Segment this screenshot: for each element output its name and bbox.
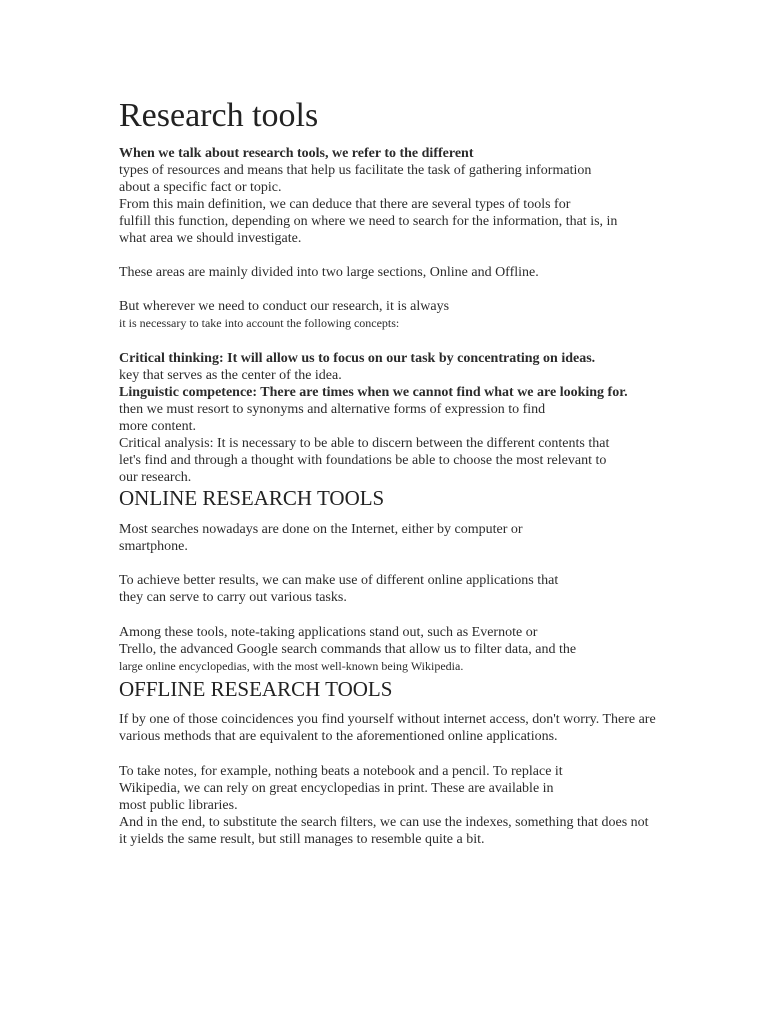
offline-line: it yields the same result, but still manages to resemble quite a bit. bbox=[119, 832, 485, 847]
intro-line: what area we should investigate. bbox=[119, 231, 302, 246]
intro-line: about a specific fact or topic. bbox=[119, 180, 282, 195]
concepts-intro-paragraph bbox=[119, 298, 449, 332]
areas-paragraph bbox=[119, 264, 539, 281]
page-title: Research tools bbox=[119, 97, 319, 134]
intro-line: From this main definition, we can deduce that there are several types of tools for bbox=[119, 197, 571, 212]
online-paragraph-2 bbox=[119, 572, 558, 606]
online-paragraph-3 bbox=[119, 624, 576, 675]
online-section-heading: ONLINE RESEARCH TOOLS bbox=[119, 486, 385, 510]
online-paragraph-1 bbox=[119, 521, 523, 555]
concept-line: Critical analysis: It is necessary to be able to discern between the different contents that bbox=[119, 436, 610, 451]
offline-line: various methods that are equivalent to the aforementioned online applications. bbox=[119, 729, 558, 744]
intro-line: When we talk about research tools, we refer to the different bbox=[119, 146, 474, 161]
concept-line: Linguistic competence: There are times when we cannot find what we are looking for. bbox=[119, 385, 628, 400]
online-line: Trello, the advanced Google search commands that allow us to filter data, and the bbox=[119, 642, 577, 657]
concept-line: our research. bbox=[119, 470, 192, 485]
offline-line: most public libraries. bbox=[119, 798, 238, 813]
online-line: large online encyclopedias, with the most well-known being Wikipedia. bbox=[119, 659, 464, 673]
offline-paragraph-2 bbox=[119, 763, 649, 848]
online-line: To achieve better results, we can make use of different online applications that bbox=[119, 573, 559, 588]
concepts-intro-line: it is necessary to take into account the following concepts: bbox=[119, 316, 400, 330]
offline-section-heading: OFFLINE RESEARCH TOOLS bbox=[119, 677, 393, 701]
offline-line: Wikipedia, we can rely on great encyclopedias in print. These are available in bbox=[119, 781, 554, 796]
online-line: Most searches nowadays are done on the Internet, either by computer or bbox=[119, 522, 523, 537]
offline-paragraph-1 bbox=[119, 711, 656, 745]
concepts-intro-line: But wherever we need to conduct our research, it is always bbox=[119, 299, 450, 314]
intro-line: fulfill this function, depending on where we need to search for the information, that is, in bbox=[119, 214, 618, 229]
offline-line: If by one of those coincidences you find yourself without internet access, don't worry. There are bbox=[119, 712, 656, 727]
concepts-paragraph bbox=[119, 350, 628, 486]
online-line: smartphone. bbox=[119, 539, 188, 554]
concept-line: Critical thinking: It will allow us to focus on our task by concentrating on ideas. bbox=[119, 351, 596, 366]
concept-line: more content. bbox=[119, 419, 196, 434]
areas-line: These areas are mainly divided into two large sections, Online and Offline. bbox=[119, 265, 539, 280]
intro-paragraph bbox=[119, 145, 617, 247]
intro-line: types of resources and means that help us facilitate the task of gathering information bbox=[119, 163, 592, 178]
offline-line: To take notes, for example, nothing beats a notebook and a pencil. To replace it bbox=[119, 764, 563, 779]
online-line: they can serve to carry out various tasks. bbox=[119, 590, 347, 605]
concept-line: key that serves as the center of the idea. bbox=[119, 368, 342, 383]
offline-line: And in the end, to substitute the search filters, we can use the indexes, something that does not bbox=[119, 815, 649, 830]
concept-line: let's find and through a thought with foundations be able to choose the most relevant to bbox=[119, 453, 607, 468]
online-line: Among these tools, note-taking applications stand out, such as Evernote or bbox=[119, 625, 538, 640]
concept-line: then we must resort to synonyms and alternative forms of expression to find bbox=[119, 402, 546, 417]
